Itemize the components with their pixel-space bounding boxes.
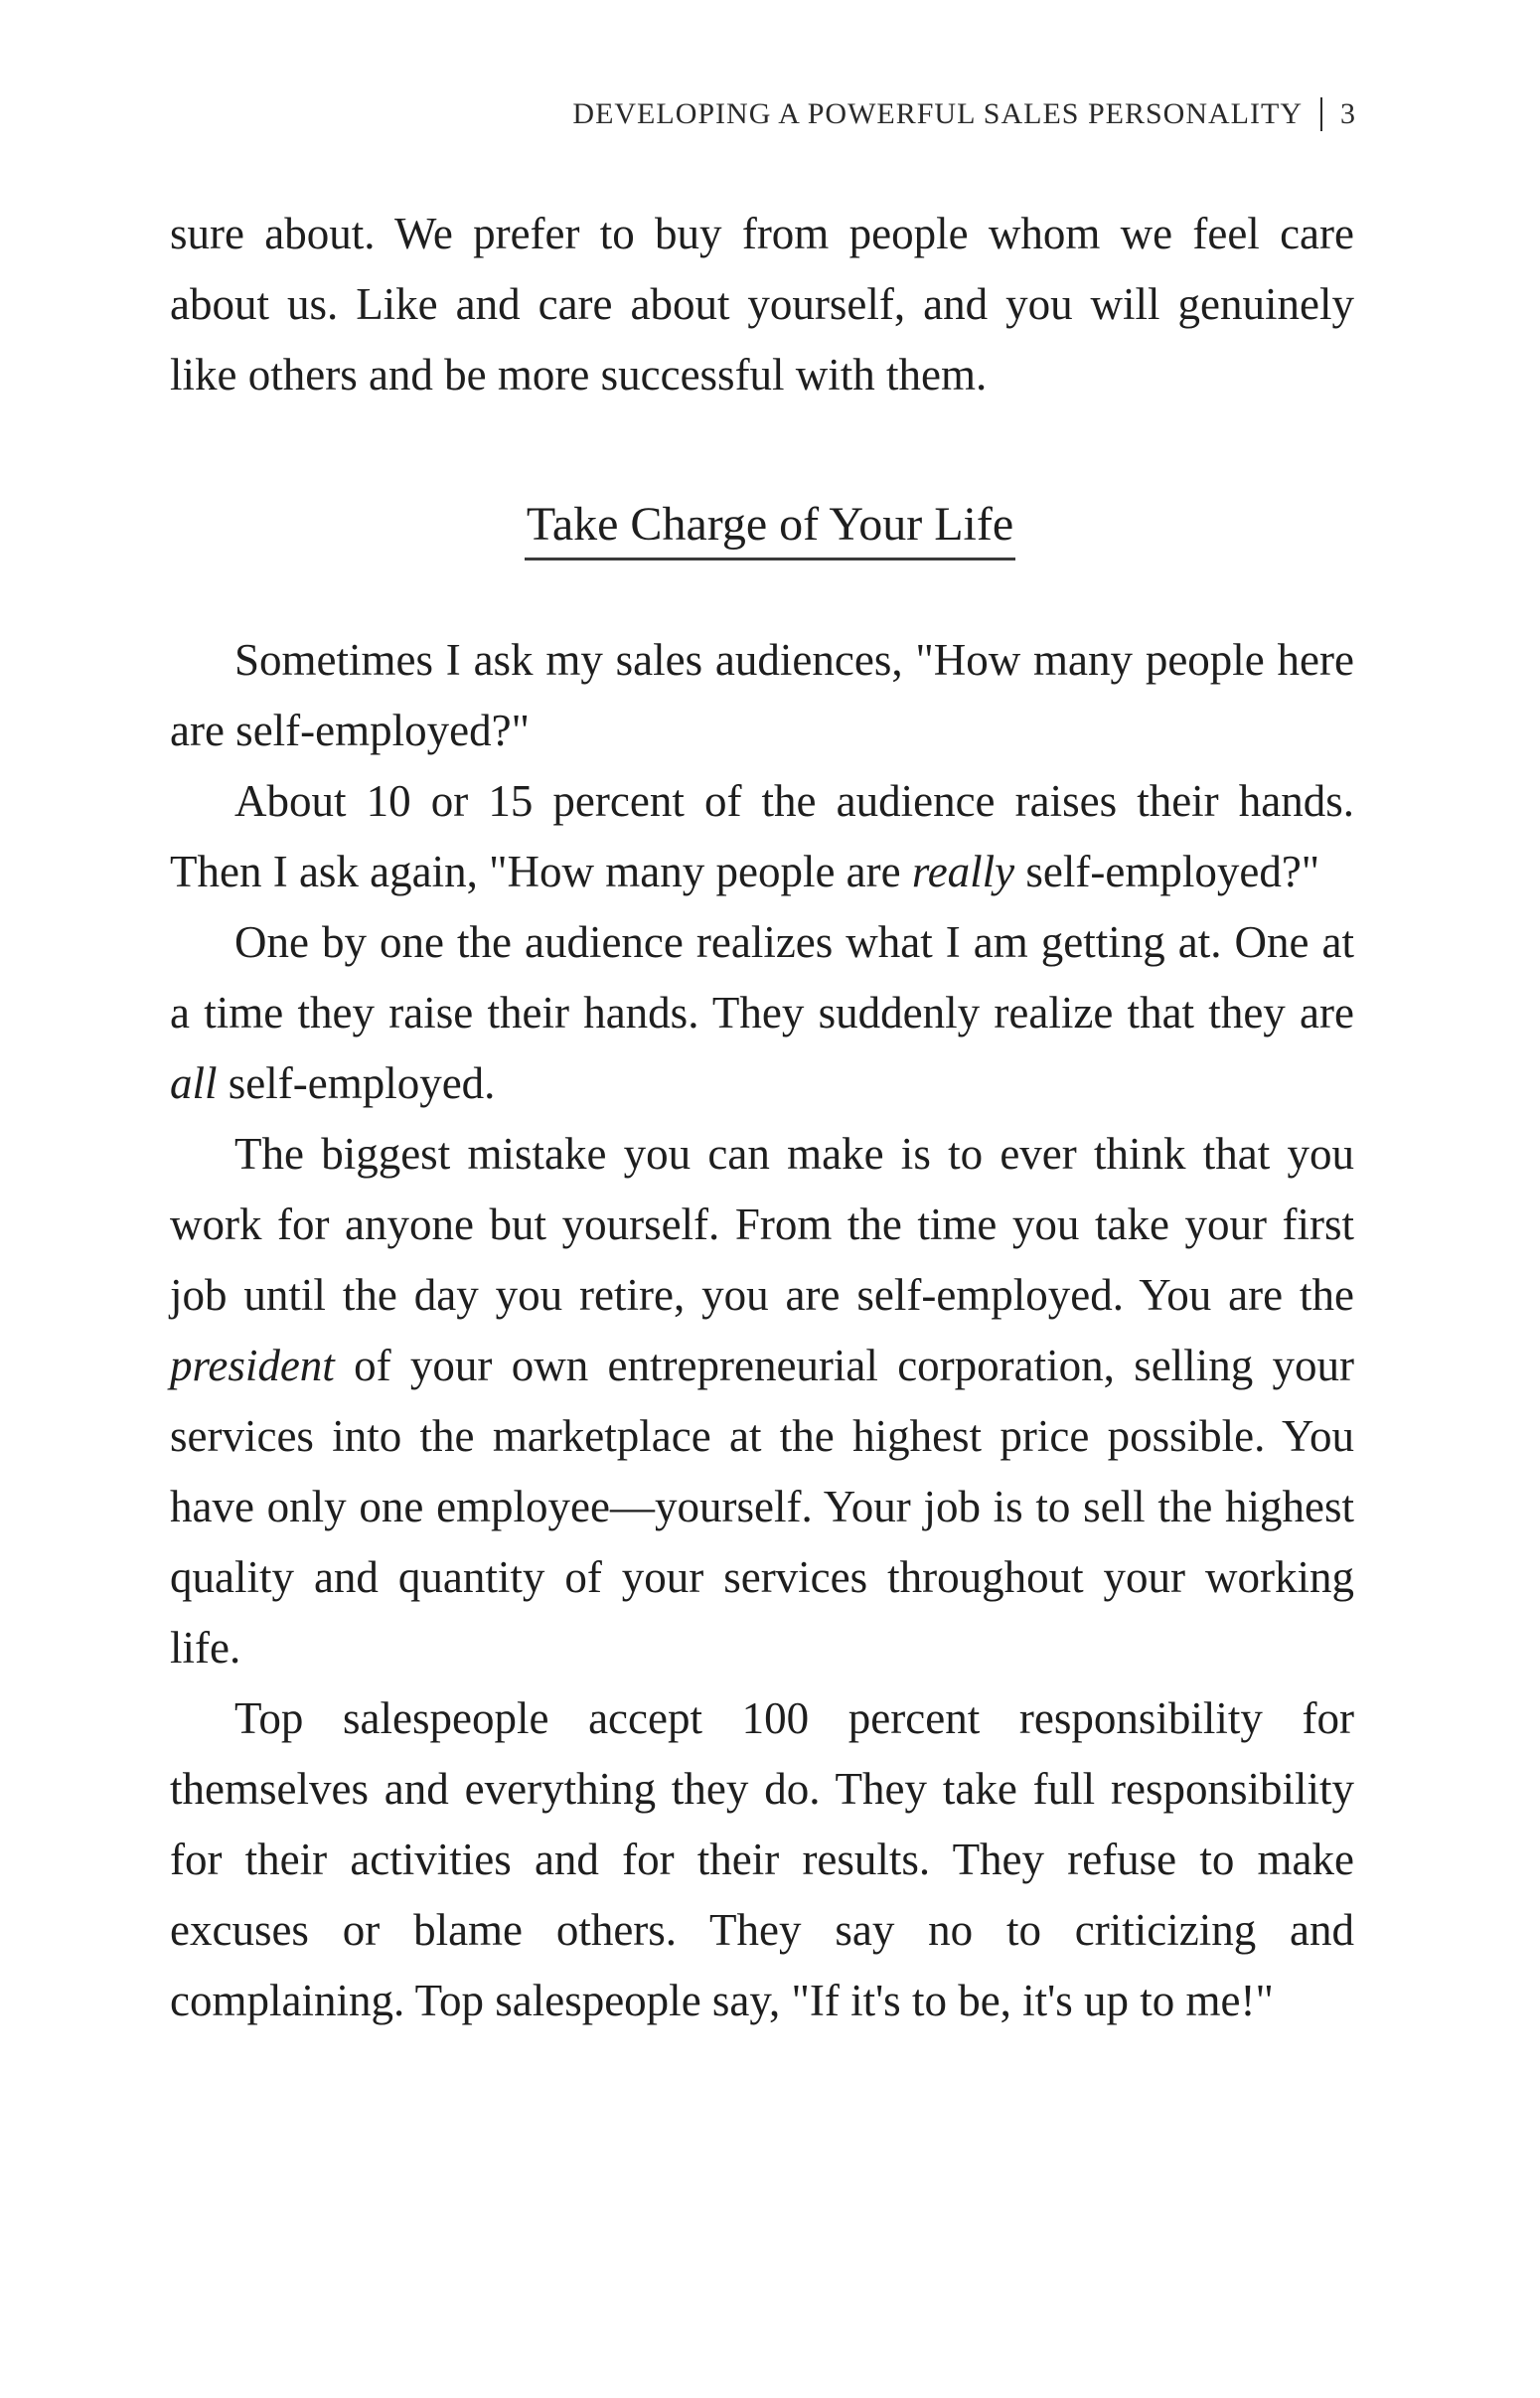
running-header (572, 97, 1356, 131)
paragraph-4 (170, 1119, 1354, 1683)
page-number: 3 (1340, 97, 1356, 130)
header-separator (1320, 97, 1322, 131)
paragraph-5: Top salespeople accept 100 percent responsibility for themselves and everything they do. They take full responsibility for their activities and for their results. They refuse to make excuses or blame others. They say no to criticizing and complaining. Top salespeople say, "If it's to be, it's up to me!" (170, 1693, 1354, 2025)
paragraph-2-emphasis: really (911, 847, 1015, 896)
paragraph-3 (170, 907, 1354, 1119)
paragraph-3-end: self-employed. (217, 1058, 496, 1108)
paragraph-1: Sometimes I ask my sales audiences, "How many people here are self-employed?" (170, 635, 1354, 755)
paragraph-4-emphasis: president (170, 1341, 335, 1390)
section-heading-wrap (0, 494, 1540, 560)
paragraph-2-start: About 10 or 15 percent of the audience raises their hands. Then I ask again, "How many people are (170, 776, 1354, 896)
continued-text (170, 199, 1354, 410)
running-title: DEVELOPING A POWERFUL SALES PERSONALITY (572, 97, 1303, 130)
paragraph-2 (170, 766, 1354, 907)
paragraph-4-start: The biggest mistake you can make is to ever think that you work for anyone but yourself. From the time you take your first job until the day you retire, you are self-employed. You are the (170, 1129, 1354, 1320)
section-heading: Take Charge of Your Life (525, 494, 1015, 560)
paragraph-3-start: One by one the audience realizes what I am getting at. One at a time they raise their hands. They suddenly realize that they are (170, 917, 1354, 1038)
paragraph-2-end: self-employed?" (1014, 847, 1320, 896)
paragraph-4-end: of your own entrepreneurial corporation, selling your services into the marketplace at the highest price possible. You have only one employee—yourself. Your job is to sell the highest quality and quantity of your services throughout your working life. (170, 1341, 1354, 1673)
continued-paragraph: sure about. We prefer to buy from people whom we feel care about us. Like and care about yourself, and you will genuinely like others and be more successful with them. (170, 209, 1354, 400)
paragraph-3-emphasis: all (170, 1058, 218, 1108)
section-body (170, 625, 1354, 2036)
